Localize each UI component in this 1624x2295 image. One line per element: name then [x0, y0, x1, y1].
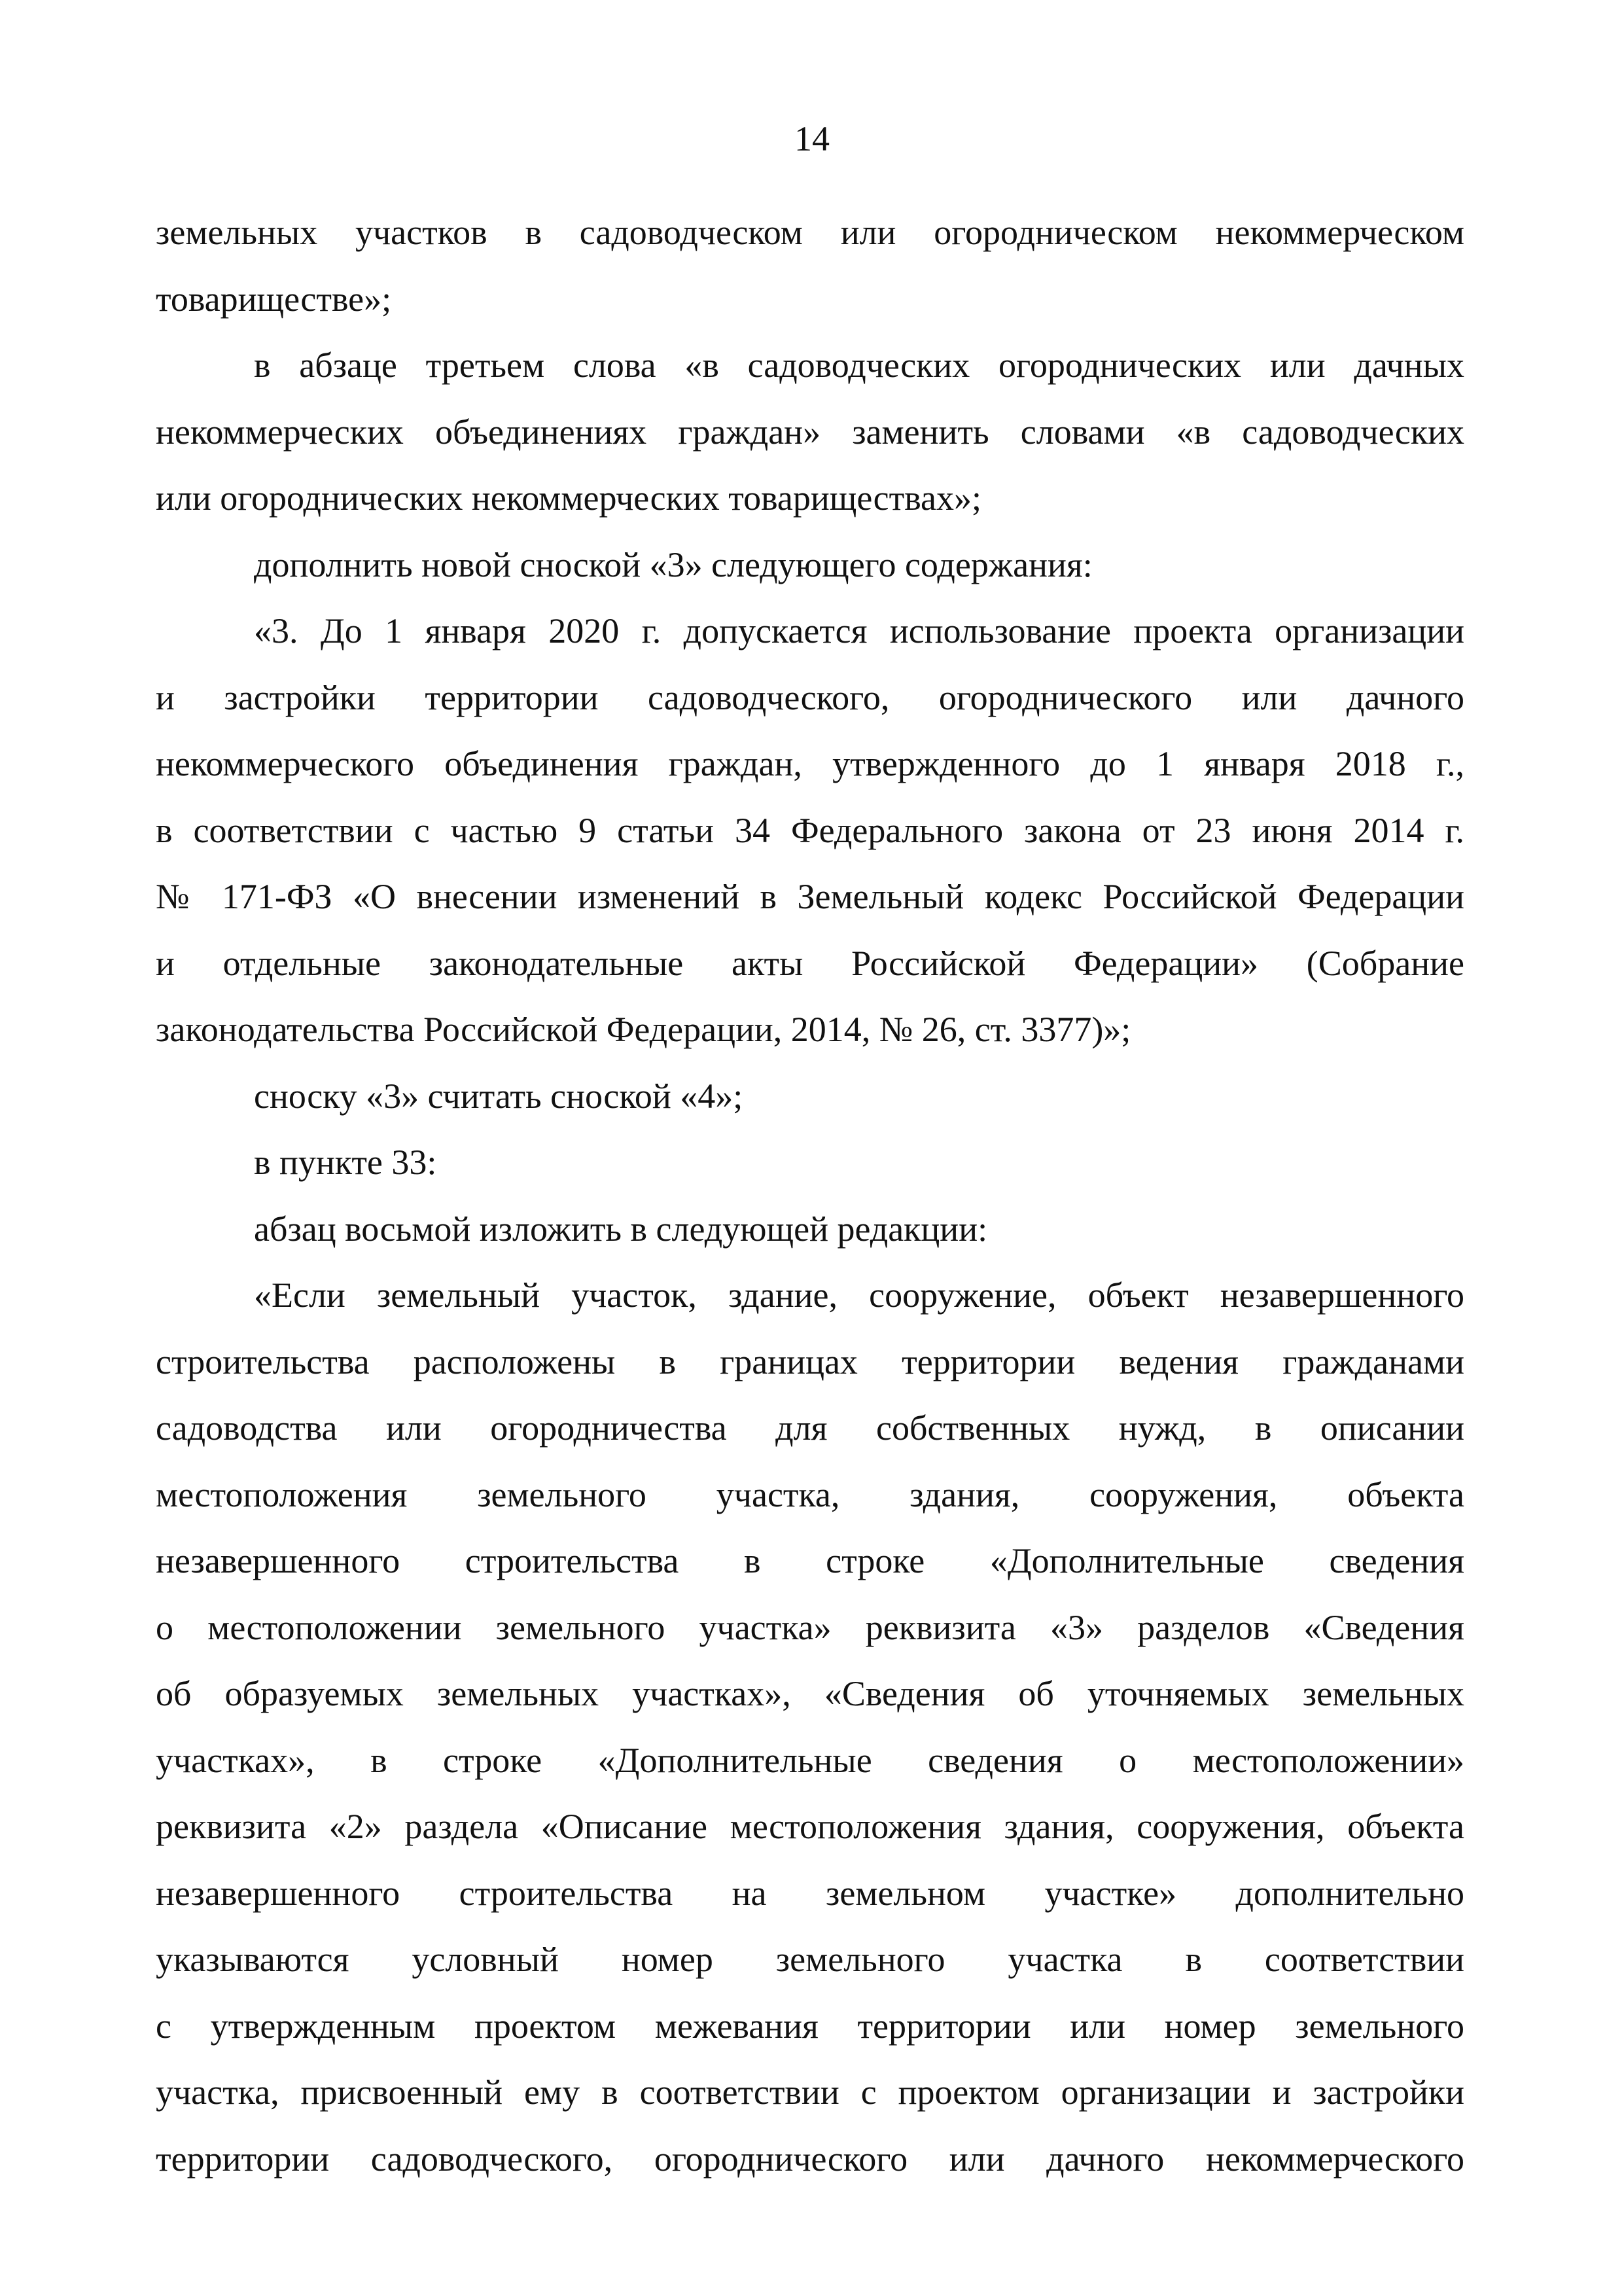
text-line: реквизита «2» раздела «Описание местоположения здания, сооружения, объекта — [156, 1807, 1464, 1846]
text-line: местоположения земельного участка, здания, сооружения, объекта — [156, 1474, 1464, 1514]
text-line: и застройки территории садоводческого, огороднического или дачного — [156, 677, 1464, 717]
text-line: в абзаце третьем слова «в садоводческих огороднических или дачных — [254, 346, 1464, 385]
text-line: в пункте 33: — [254, 1143, 437, 1182]
text-line: указываются условный номер земельного участка в соответствии — [156, 1940, 1464, 1979]
document-body — [156, 200, 1464, 2192]
text-line: законодательства Российской Федерации, 2014, № 26, ст. 3377)»; — [156, 1010, 1131, 1049]
text-line: об образуемых земельных участках», «Сведения об уточняемых земельных — [156, 1674, 1464, 1713]
text-line: участках», в строке «Дополнительные сведения о местоположении» — [156, 1740, 1464, 1780]
text-line: «3. До 1 января 2020 г. допускается использование проекта организации — [254, 611, 1464, 650]
text-line: некоммерческого объединения граждан, утвержденного до 1 января 2018 г., — [156, 744, 1464, 783]
text-line: незавершенного строительства в строке «Дополнительные сведения — [156, 1541, 1464, 1580]
text-line: абзац восьмой изложить в следующей редакции: — [254, 1209, 988, 1249]
text-line: в соответствии с частью 9 статьи 34 Федерального закона от 23 июня 2014 г. — [156, 810, 1464, 850]
text-line: товариществе»; — [156, 279, 392, 319]
text-line: земельных участков в садоводческом или огородническом некоммерческом — [156, 213, 1464, 252]
text-line: и отдельные законодательные акты Российской Федерации» (Собрание — [156, 943, 1464, 983]
text-line: дополнить новой сноской «3» следующего содержания: — [254, 544, 1093, 584]
text-line: территории садоводческого, огороднического или дачного некоммерческого — [156, 2139, 1464, 2179]
text-line: о местоположении земельного участка» реквизита «3» разделов «Сведения — [156, 1607, 1464, 1647]
text-line: участка, присвоенный ему в соответствии с проектом организации и застройки — [156, 2073, 1464, 2112]
text-line: некоммерческих объединениях граждан» заменить словами «в садоводческих — [156, 412, 1464, 452]
text-line: № 171-ФЗ «О внесении изменений в Земельный кодекс Российской Федерации — [156, 877, 1464, 916]
page-number: 14 — [794, 119, 830, 158]
text-line: незавершенного строительства на земельном участке» дополнительно — [156, 1873, 1464, 1913]
text-line: «Если земельный участок, здание, сооружение, объект незавершенного — [254, 1275, 1464, 1315]
text-line: или огороднических некоммерческих товариществах»; — [156, 478, 981, 518]
text-line: строительства расположены в границах территории ведения гражданами — [156, 1342, 1464, 1381]
text-line: садоводства или огородничества для собственных нужд, в описании — [156, 1408, 1464, 1448]
text-line: с утвержденным проектом межевания территории или номер земельного — [156, 2006, 1464, 2046]
text-line: сноску «3» считать сноской «4»; — [254, 1076, 743, 1116]
